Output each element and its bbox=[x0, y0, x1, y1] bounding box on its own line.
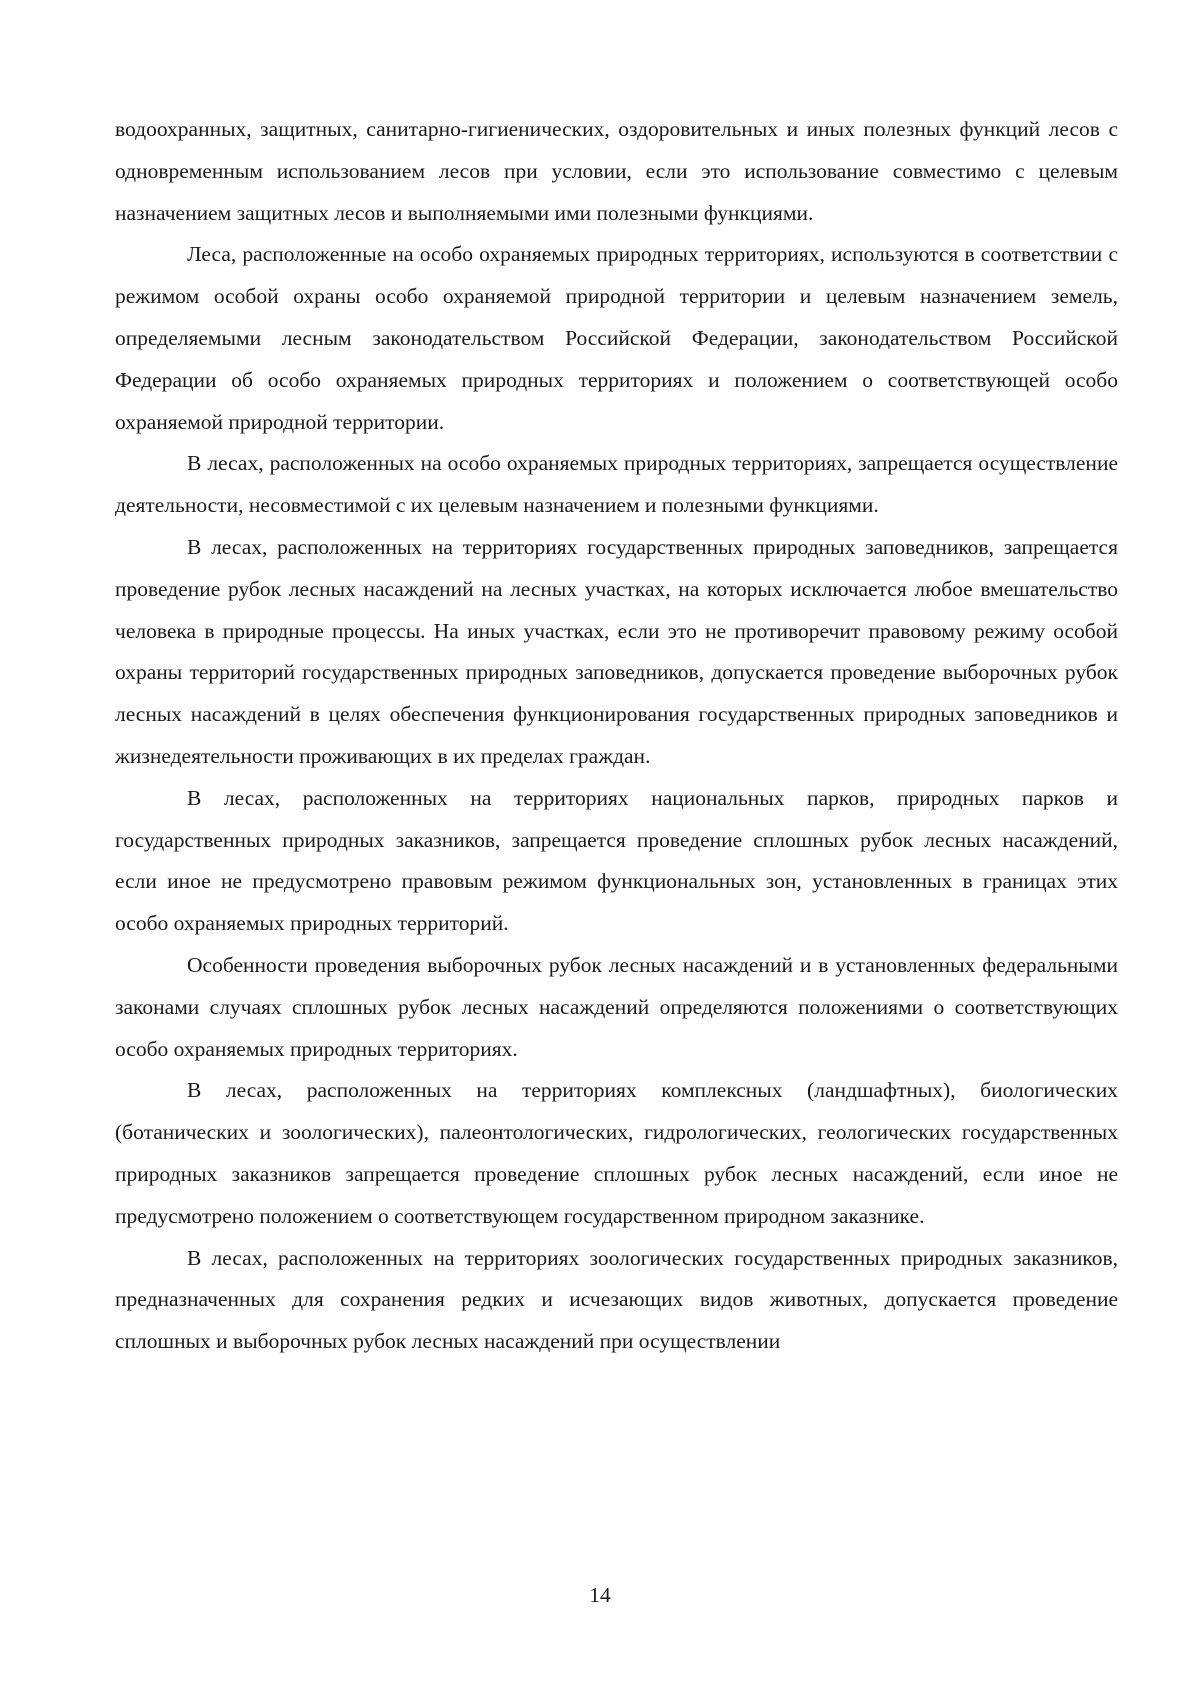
paragraph-continuation: водоохранных, защитных, санитарно-гигиенических, оздоровительных и иных полезных функций лесов с одновременным использованием лесов при условии, если это использование совместимо с целевым назначением защитных лесов и выполняемыми ими полезными функциями. bbox=[115, 117, 1118, 225]
paragraph-zoological-sanctuaries: В лесах, расположенных на территориях зоологических государственных природных заказников, предназначенных для сохранения редких и исчезающих видов животных, допускается проведение сплошных и выборочных рубок лесных насаждений при осуществлении bbox=[115, 1245, 1118, 1354]
paragraph-nature-reserves: В лесах, расположенных на территориях государственных природных заповедников, запрещается проведение рубок лесных насаждений на лесных участках, на которых исключается любое вмешательство человека в природные процессы. На иных участках, если это не противоречит правовому режиму особой охраны территорий государственных природных заповедников, допускается проведение выборочных рубок лесных насаждений в целях обеспечения функционирования государственных природных заповедников и жизнедеятельности проживающих в их пределах граждан. bbox=[115, 534, 1118, 768]
paragraph-complex-sanctuaries: В лесах, расположенных на территориях комплексных (ландшафтных), биологических (ботанических и зоологических), палеонтологических, гидрологических, геологических государственных природных заказников запрещается проведение сплошных рубок лесных насаждений, если иное не предусмотрено положением о соответствующем государственном природном заказнике. bbox=[115, 1078, 1118, 1228]
paragraph-national-parks: В лесах, расположенных на территориях национальных парков, природных парков и государственных природных заказников, запрещается проведение сплошных рубок лесных насаждений, если иное не предусмотрено правовым режимом функциональных зон, установленных в границах этих особо охраняемых природных территорий. bbox=[115, 785, 1118, 936]
paragraph-logging-specifics: Особенности проведения выборочных рубок лесных насаждений и в установленных федеральными законами случаях сплошных рубок лесных насаждений определяются положениями о соответствующих особо охраняемых природных территориях. bbox=[115, 952, 1118, 1061]
paragraph-protected-areas-use: Леса, расположенные на особо охраняемых природных территориях, используются в соответствии с режимом особой охраны особо охраняемой природной территории и целевым назначением земель, определяемыми лесным законодательством Российской Федерации, законодательством Российской Федерации об особо охраняемых природных территориях и положением о соответствующей особо охраняемой природной территории. bbox=[115, 242, 1118, 434]
page-number: 14 bbox=[589, 1583, 611, 1607]
document-body bbox=[115, 109, 1118, 1363]
paragraph-prohibited-activity: В лесах, расположенных на особо охраняемых природных территориях, запрещается осуществление деятельности, несовместимой с их целевым назначением и полезными функциями. bbox=[115, 451, 1118, 518]
